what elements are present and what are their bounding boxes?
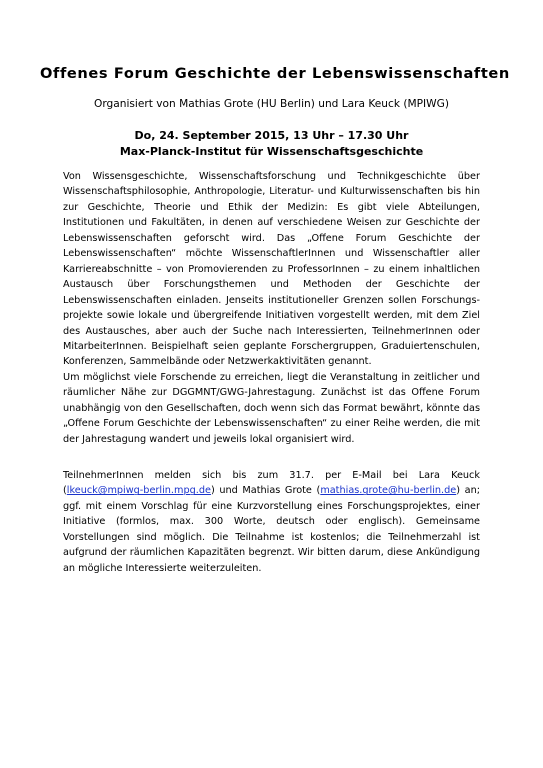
email-link-keuck[interactable]: lkeuck@mpiwg-berlin.mpg.de: [66, 485, 211, 497]
registration-text-3: ) an; ggf. mit einem Vorschlag für eine Kurzvorstellung eines Forschungsprojektes, einer Initiative (formlos, max. 300 Worte, deutsch oder englisch). Gemeinsame Vorstellungen sind möglich. Die Teilnahme ist kostenlos; die Teilnehmerzahl ist aufgrund der räumlichen Kapazitäten begrenzt. Wir bitten darum, diese Ankündigung an mögliche Interessierte weiterzuleiten.: [63, 485, 480, 574]
registration-text-1: TeilnehmerInnen melden sich bis zum 31.7. per E-Mail bei Lara Keuck (: [63, 470, 480, 497]
registration-paragraph: [63, 468, 480, 576]
document-subtitle: Organisiert von Mathias Grote (HU Berlin) und Lara Keuck (MPIWG): [94, 98, 449, 110]
document-title: Offenes Forum Geschichte der Lebenswissenschaften: [40, 65, 510, 82]
email-link-grote[interactable]: mathias.grote@hu-berlin.de: [320, 485, 457, 497]
event-venue: Max-Planck-Institut für Wissenschaftsgeschichte: [119, 145, 424, 158]
intro-text: Von Wissensgeschichte, Wissenschaftsforschung und Technikgeschichte über Wissenschaftsphilosophie, Anthropologie, Literatur- und Kulturwissenschaften bis hin zur Geschichte, Theorie und Ethik der Medizin: Es gibt viele Abteilungen, Institutionen und Fakultäten, in denen auf verschiedene Weisen zur Geschichte der Lebenswissenschaften geforscht wird. Das „Offene Forum Geschichte der Lebenswissenschaften“ möchte WissenschaftlerInnen und Wissenschaftler aller Karriereabschnitte – von Promovierenden zu ProfessorInnen – zu einem inhaltlichen Austausch über Forschungsthemen und Methoden der Geschichte der Lebenswissenschaften einladen. Jenseits institutioneller Grenzen sollen Forschungsprojekte sowie lokale und übergreifende Initiativen vorgestellt werden, mit dem Ziel des Austausches, aber auch der Suche nach Interessierten, TeilnehmerInnen oder MitarbeiterInnen. Beispielhaft seien geplante Forschergruppen, Graduiertenschulen, Konferenzen, Sammelbände oder Netzwerkaktivitäten genannt.: [63, 171, 480, 368]
registration-text-2: ) und Mathias Grote (: [210, 485, 321, 497]
intro-paragraph: [63, 169, 480, 447]
event-date: Do, 24. September 2015, 13 Uhr – 17.30 Uhr: [134, 129, 409, 142]
intro-text-continued: Um möglichst viele Forschende zu erreichen, liegt die Veranstaltung in zeitlicher und räumlicher Nähe zur DGGMNT/GWG-Jahrestagung. Zunächst ist das Offene Forum unabhängig von den Gesellschaften, doch wenn sich das Format bewährt, könnte das „Offene Forum Geschichte der Lebenswissenschaften“ zu einer Reihe werden, die mit der Jahrestagung wandert und jeweils lokal organisiert wird.: [63, 371, 480, 445]
